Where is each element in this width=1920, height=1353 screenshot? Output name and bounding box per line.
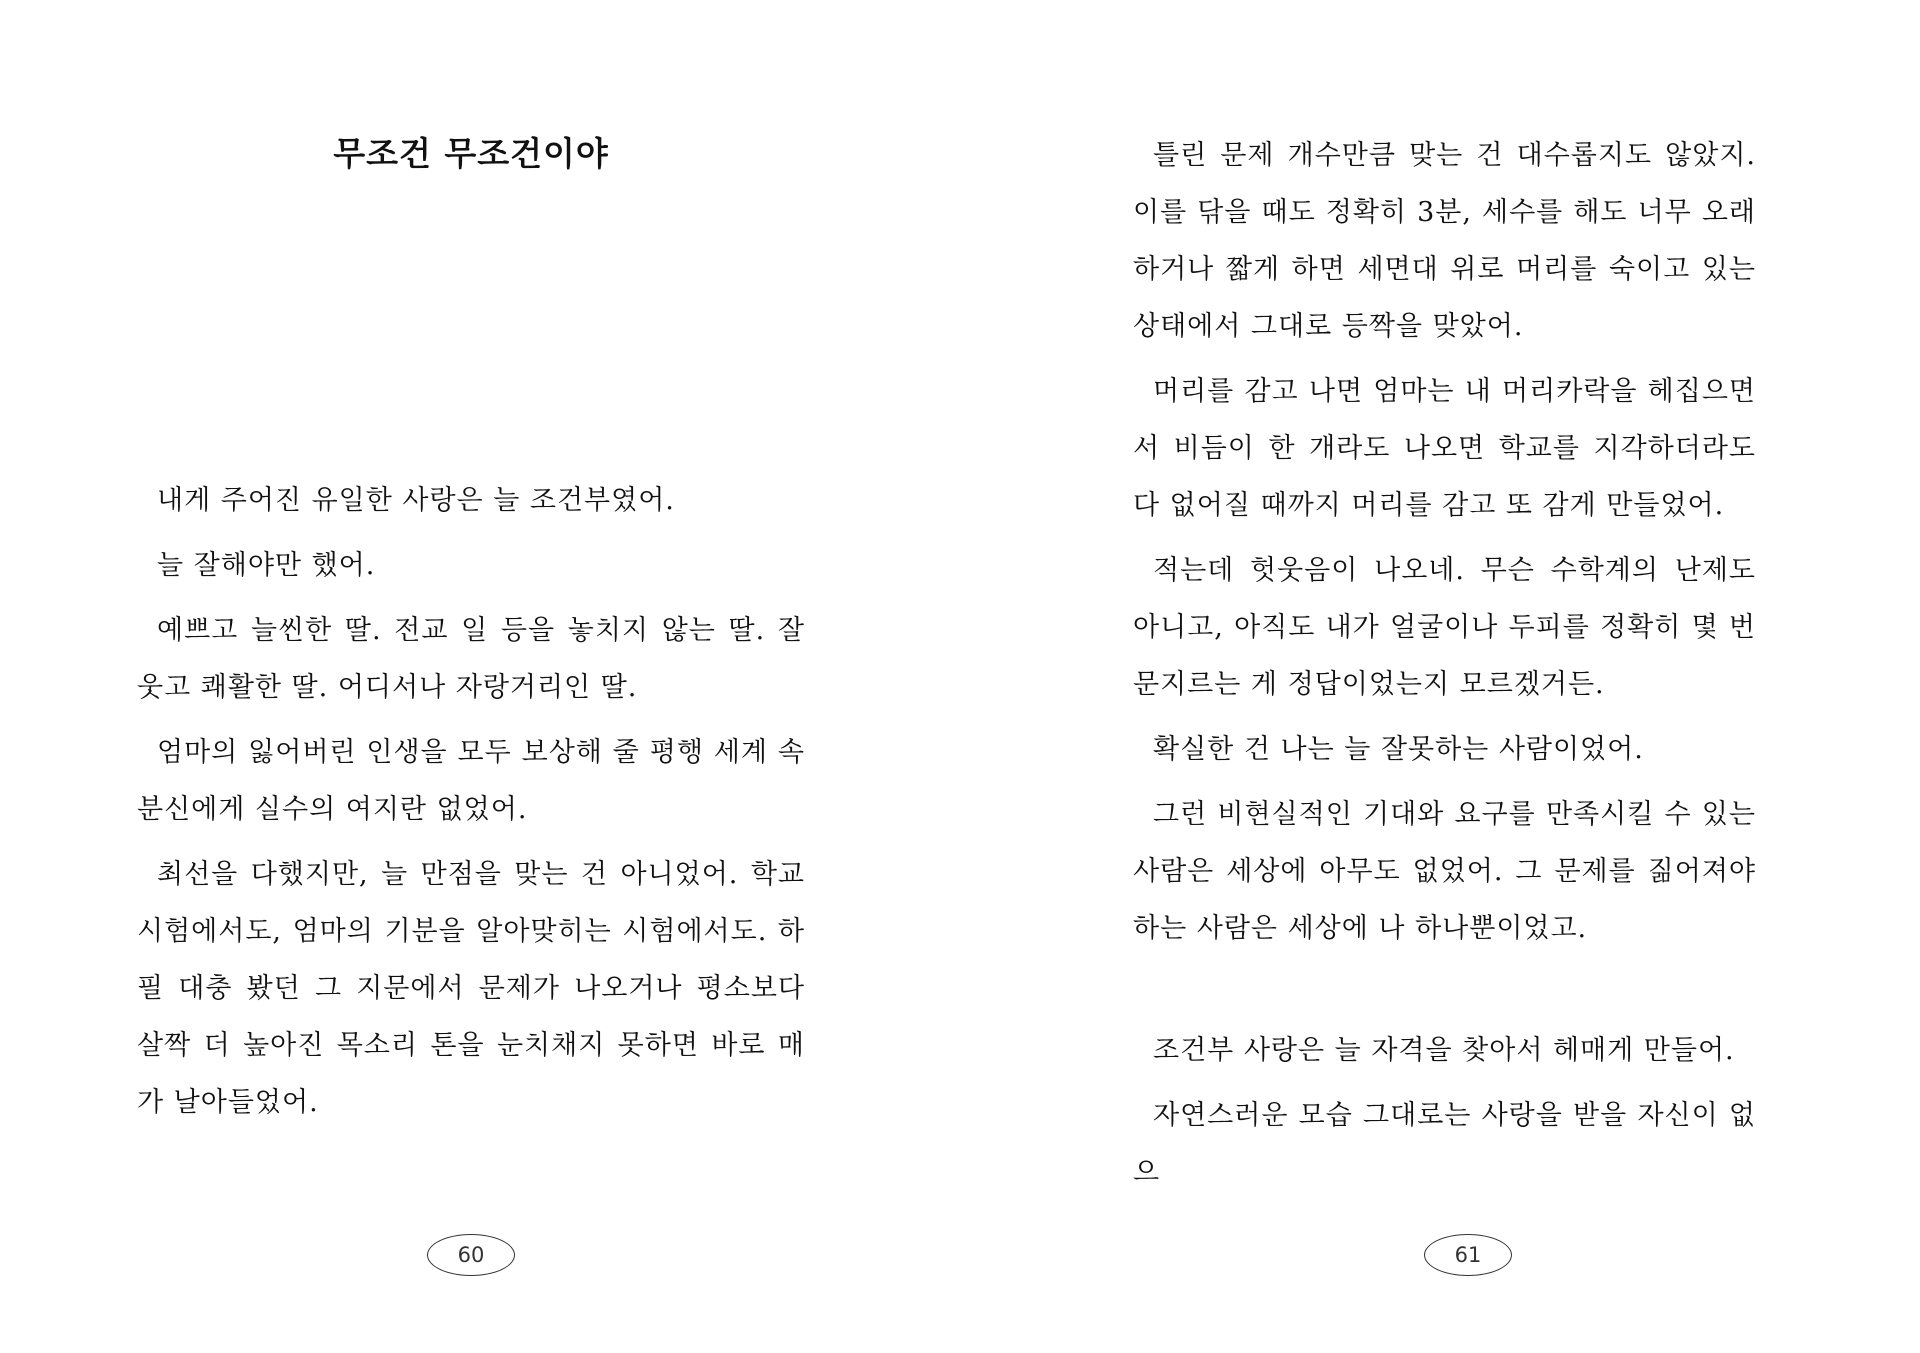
left-page-body (137, 472, 805, 1139)
section-break (1133, 965, 1756, 1022)
paragraph: 조건부 사랑은 늘 자격을 찾아서 헤매게 만들어. (1153, 1035, 1735, 1066)
paragraph: 최선을 다했지만, 늘 만점을 맞는 건 아니었어. 학교 시험에서도, 엄마의 기분을 알아맞히는 시험에서도. 하필 대충 봤던 그 지문에서 문제가 나오거나 평소보다 살짝 더 높아진 목소리 톤을 눈치채지 못하면 바로 매가 날아들었어. (137, 859, 805, 1118)
paragraph: 엄마의 잃어버린 인생을 모두 보상해 줄 평행 세계 속 분신에게 실수의 여지란 없었어. (137, 737, 805, 825)
paragraph: 그런 비현실적인 기대와 요구를 만족시킬 수 있는 사람은 세상에 아무도 없었어. 그 문제를 짊어져야 하는 사람은 세상에 나 하나뿐이었고. (1133, 799, 1756, 944)
page-number: 61 (1424, 1234, 1512, 1276)
paragraph: 예쁘고 늘씬한 딸. 전교 일 등을 놓치지 않는 딸. 잘 웃고 쾌활한 딸. 어디서나 자랑거리인 딸. (137, 615, 805, 703)
right-page (960, 0, 1920, 1353)
right-page-body (1133, 127, 1756, 1209)
paragraph: 머리를 감고 나면 엄마는 내 머리카락을 헤집으면서 비듬이 한 개라도 나오면 학교를 지각하더라도 다 없어질 때까지 머리를 감고 또 감게 만들었어. (1133, 376, 1756, 521)
paragraph: 확실한 건 나는 늘 잘못하는 사람이었어. (1153, 734, 1644, 765)
chapter-title: 무조건 무조건이야 (333, 134, 609, 173)
paragraph: 자연스러운 모습 그대로는 사랑을 받을 자신이 없으 (1133, 1100, 1756, 1188)
paragraph: 내게 주어진 유일한 사랑은 늘 조건부였어. (157, 485, 675, 516)
paragraph: 틀린 문제 개수만큼 맞는 건 대수롭지도 않았지. 이를 닦을 때도 정확히 3분, 세수를 해도 너무 오래 하거나 짧게 하면 세면대 위로 머리를 숙이고 있는 상태에서 그대로 등짝을 맞았어. (1133, 140, 1756, 342)
page-number: 60 (427, 1234, 515, 1276)
paragraph: 늘 잘해야만 했어. (157, 550, 376, 581)
paragraph: 적는데 헛웃음이 나오네. 무슨 수학계의 난제도 아니고, 아직도 내가 얼굴이나 두피를 정확히 몇 번 문지르는 게 정답이었는지 모르겠거든. (1133, 555, 1756, 700)
